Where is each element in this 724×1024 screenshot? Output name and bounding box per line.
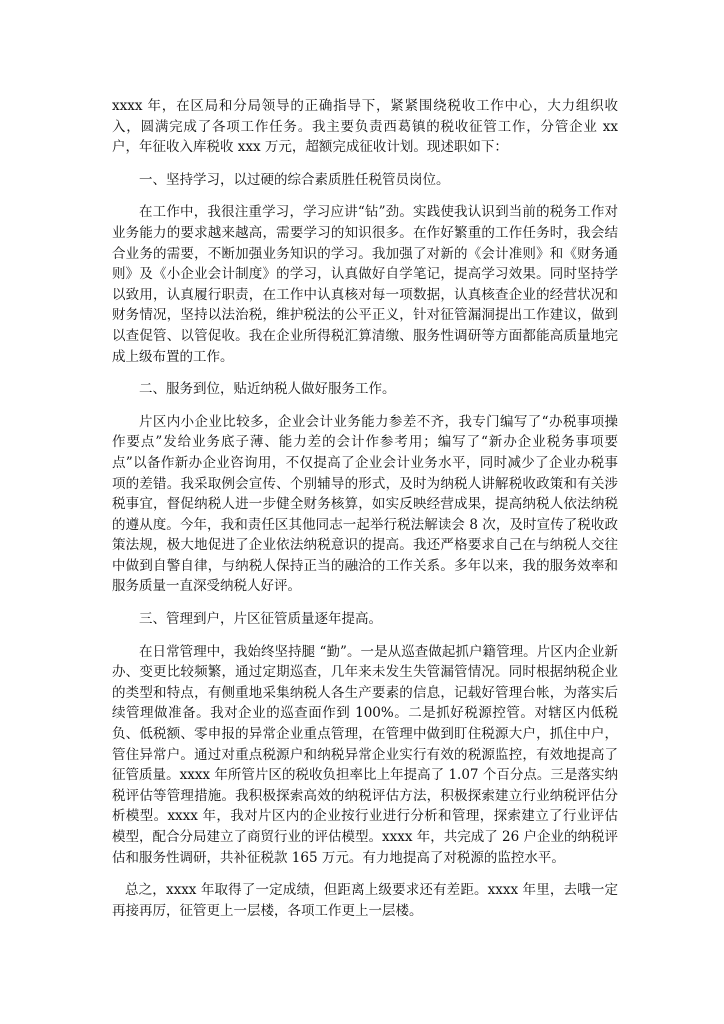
section-3-body: 在日常管理中，我始终坚持腿 “勤”。一是从巡查做起抓户籍管理。片区内企业新办、变更比较频繁，通过定期巡查，几年来未发生失管漏管情况。同时根据纳税企业的类型和特点，有侧重地采集纳税人各生产要素的信息，记载好管理台帐，为落实后续管理做准备。我对企业的巡查面作到 100%。二是抓好税源控管。对辖区内低税负、低税额、零申报的异常企业重点管理，在管理中做到盯住税源大户，抓住中户，管住异常户。通过对重点税源户和纳税异常企业实行有效的税源监控，有效地提高了征管质量。xxxx 年所管片区的税收负担率比上年提高了 1.07 个百分点。三是落实纳税评估等管理措施。我积极探索高效的纳税评估方法，积极探索建立行业纳税评估分析模型。xxxx 年，我对片区内的企业按行业进行分析和管理，探索建立了行业评估模型，配合分局建立了商贸行业的评估模型。xxxx 年，共完成了 26 户企业的纳税评估和服务性调研，共补征税款 165 万元。有力地提高了对税源的监控水平。 <box>112 643 619 866</box>
closing-paragraph: 总之，xxxx 年取得了一定成绩，但距离上级要求还有差距。xxxx 年里，去哦一定再接再厉，征管更上一层楼，各项工作更上一层楼。 <box>112 882 618 919</box>
section-1-body: 在工作中，我很注重学习，学习应讲“钻”劲。实践使我认识到当前的税务工作对业务能力的要求越来越高，需要学习的知识很多。在作好繁重的工作任务时，我会结合业务的需要，不断加强业务知识的学习。我加强了对新的《会计准则》和《财务通则》及《小企业会计制度》的学习，认真做好自学笔记，提高学习效果。同时坚持学以致用，认真履行职责，在工作中认真核对每一项数据，认真核查企业的经营状况和财务情况，坚持以法治税，维护税法的公平正义，针对征管漏洞提出工作建议，做到以查促管、以管促收。我在企业所得税汇算清缴、服务性调研等方面都能高质量地完成上级布置的工作。 <box>112 204 618 365</box>
section-3-heading: 三、管理到户，片区征管质量逐年提高。 <box>139 611 382 628</box>
section-2-heading: 二、服务到位，贴近纳税人做好服务工作。 <box>139 381 396 398</box>
document-body <box>112 96 623 933</box>
section-2-body: 片区内小企业比较多，企业会计业务能力参差不齐，我专门编写了“办税事项操作要点”发给业务底子薄、能力差的会计作参考用；编写了“新办企业税务事项要点”以备作新办企业咨询用，不仅提高了企业会计业务水平，同时减少了企业办税事项的差错。我采取例会宣传、个别辅导的形式，及时为纳税人讲解税收政策和有关涉税事宜，督促纳税人进一步健全财务核算，如实反映经营成果，提高纳税人依法纳税的遵从度。今年，我和责任区其他同志一起举行税法解读会 8 次，及时宣传了税收政策法规，极大地促进了企业依法纳税意识的提高。我还严格要求自己在与纳税人交往中做到自警自律，与纳税人保持正当的融洽的工作关系。多年以来，我的服务效率和服务质量一直深受纳税人好评。 <box>112 413 618 595</box>
section-1-heading: 一、坚持学习，以过硬的综合素质胜任税管员岗位。 <box>139 171 450 188</box>
intro-paragraph: xxxx 年，在区局和分局领导的正确指导下，紧紧围绕税收工作中心，大力组织收入，圆满完成了各项工作任务。我主要负责西葛镇的税收征管工作，分管企业 xx 户，年征收入库税收 xxx 万元，超额完成征收计划。现述职如下： <box>112 98 623 156</box>
